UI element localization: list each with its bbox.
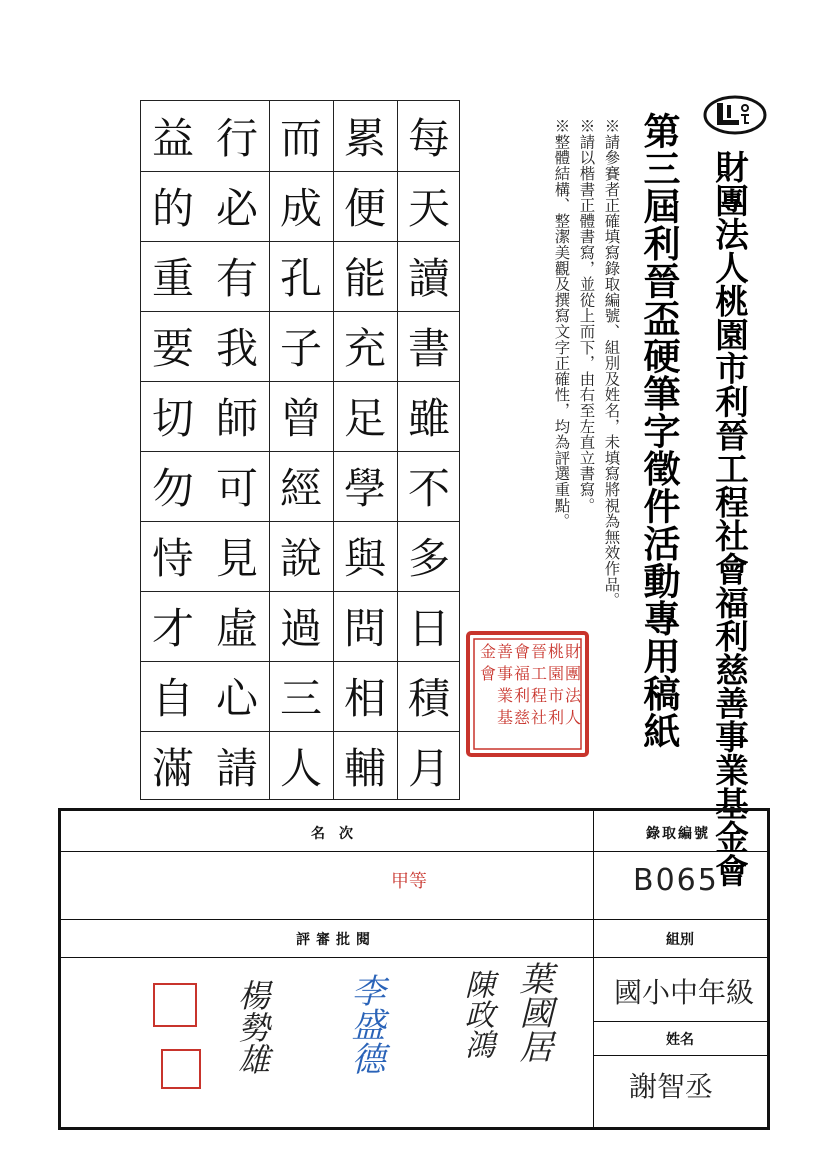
result-table [58, 808, 770, 1130]
grid-character: 書 [407, 324, 450, 373]
grid-character: 必 [215, 184, 258, 233]
grid-character: 不 [407, 464, 450, 513]
seal-character: 財 [564, 642, 582, 661]
rank-label: 名次 [311, 826, 367, 842]
grid-character: 三 [279, 674, 322, 723]
seal-character: 金 [479, 642, 497, 661]
grid-character: 輔 [343, 744, 386, 793]
grid-character: 益 [151, 114, 194, 163]
grid-character: 要 [151, 324, 194, 373]
grid-character: 有 [215, 254, 258, 303]
grid-character: 充 [343, 324, 386, 373]
seal-character: 市 [547, 686, 565, 705]
seal-character: 利 [547, 708, 565, 727]
seal-character: 福 [513, 664, 531, 683]
admission-label: 錄取編號 [646, 826, 710, 842]
judge-signature-1: 葉國居 [513, 961, 553, 1063]
grid-character: 每 [407, 114, 450, 163]
judge-signature-4: 楊勢雄 [233, 979, 271, 1075]
seal-character: 基 [496, 708, 514, 727]
grid-character: 勿 [151, 464, 194, 513]
name-value: 謝智丞 [629, 1070, 714, 1103]
grid-character: 我 [215, 324, 258, 373]
grid-character: 學 [343, 464, 386, 513]
grid-character: 恃 [151, 534, 194, 583]
grid-character: 而 [279, 114, 322, 163]
grid-character: 積 [407, 674, 450, 723]
grid-character: 請 [215, 744, 258, 793]
seal-character: 工 [530, 664, 548, 683]
group-label: 組別 [666, 932, 694, 948]
grid-character: 可 [215, 464, 258, 513]
grid-character: 師 [215, 394, 258, 443]
grid-character: 成 [279, 184, 322, 233]
grid-character: 虛 [215, 604, 258, 653]
note-2: ※請以楷書正體書寫，並從上而下，由右至左直立書寫。 [577, 118, 596, 513]
grid-character: 月 [407, 744, 450, 793]
grid-character: 便 [343, 184, 386, 233]
grid-character: 行 [215, 114, 258, 163]
organization-name: 財團法人桃園市利晉工程社會福利慈善事業基金會 [709, 150, 749, 887]
grid-character: 人 [279, 744, 322, 793]
seal-character: 事 [496, 664, 514, 683]
note-1: ※請參賽者正確填寫錄取編號、組別及姓名，未填寫將視為無效作品。 [602, 118, 621, 608]
grid-character: 說 [279, 534, 322, 583]
writing-grid [140, 100, 460, 800]
grid-character: 相 [343, 674, 386, 723]
judge-seal-1 [153, 983, 197, 1027]
grid-character: 孔 [279, 254, 322, 303]
seal-character: 業 [496, 686, 514, 705]
grid-character: 曾 [279, 394, 322, 443]
grid-character: 切 [151, 394, 194, 443]
seal-character: 團 [564, 664, 582, 683]
grid-character: 經 [279, 464, 322, 513]
seal-character: 法 [564, 686, 582, 705]
grid-character: 足 [343, 394, 386, 443]
judge-seal-2 [161, 1049, 201, 1089]
seal-character: 會 [513, 642, 531, 661]
seal-character: 善 [496, 642, 514, 661]
grid-character: 子 [279, 324, 322, 373]
note-3: ※整體結構、整潔美觀及撰寫文字正確性，均為評選重點。 [552, 118, 571, 529]
grid-character: 能 [343, 254, 386, 303]
grid-character: 問 [343, 604, 386, 653]
seal-character: 園 [547, 664, 565, 683]
seal-character: 慈 [513, 708, 531, 727]
grid-character: 才 [151, 604, 194, 653]
foundation-logo [703, 95, 767, 135]
grid-character: 累 [343, 114, 386, 163]
seal-character: 社 [530, 708, 548, 727]
group-value: 國小中年級 [614, 976, 755, 1009]
grid-character: 心 [215, 674, 258, 723]
page-title: 第三屆利晉盃硬筆字徵件活動專用稿紙 [637, 112, 680, 750]
seal-character: 會 [479, 664, 497, 683]
name-label: 姓名 [666, 1032, 694, 1048]
grid-character: 見 [215, 534, 258, 583]
grid-character: 的 [151, 184, 194, 233]
grid-character: 滿 [151, 744, 194, 793]
seal-character: 程 [530, 686, 548, 705]
grid-character: 與 [343, 534, 386, 583]
seal-character: 利 [513, 686, 531, 705]
admission-value: B065 [633, 863, 719, 898]
seal-character: 桃 [547, 642, 565, 661]
grid-character: 天 [407, 184, 450, 233]
seal-character: 晉 [530, 642, 548, 661]
grid-character: 過 [279, 604, 322, 653]
judge-signature-2: 陳政鴻 [459, 969, 494, 1059]
grid-character: 多 [407, 534, 450, 583]
rank-value: 甲等 [391, 871, 427, 892]
grid-character: 自 [151, 674, 194, 723]
judge-signature-3: 李盛德 [345, 973, 385, 1075]
grid-character: 讀 [407, 254, 450, 303]
review-label: 評審批閱 [296, 932, 376, 948]
grid-character: 重 [151, 254, 194, 303]
grid-character: 雖 [407, 394, 450, 443]
grid-character: 日 [407, 604, 450, 653]
official-seal [465, 630, 590, 758]
seal-character: 人 [564, 708, 582, 727]
